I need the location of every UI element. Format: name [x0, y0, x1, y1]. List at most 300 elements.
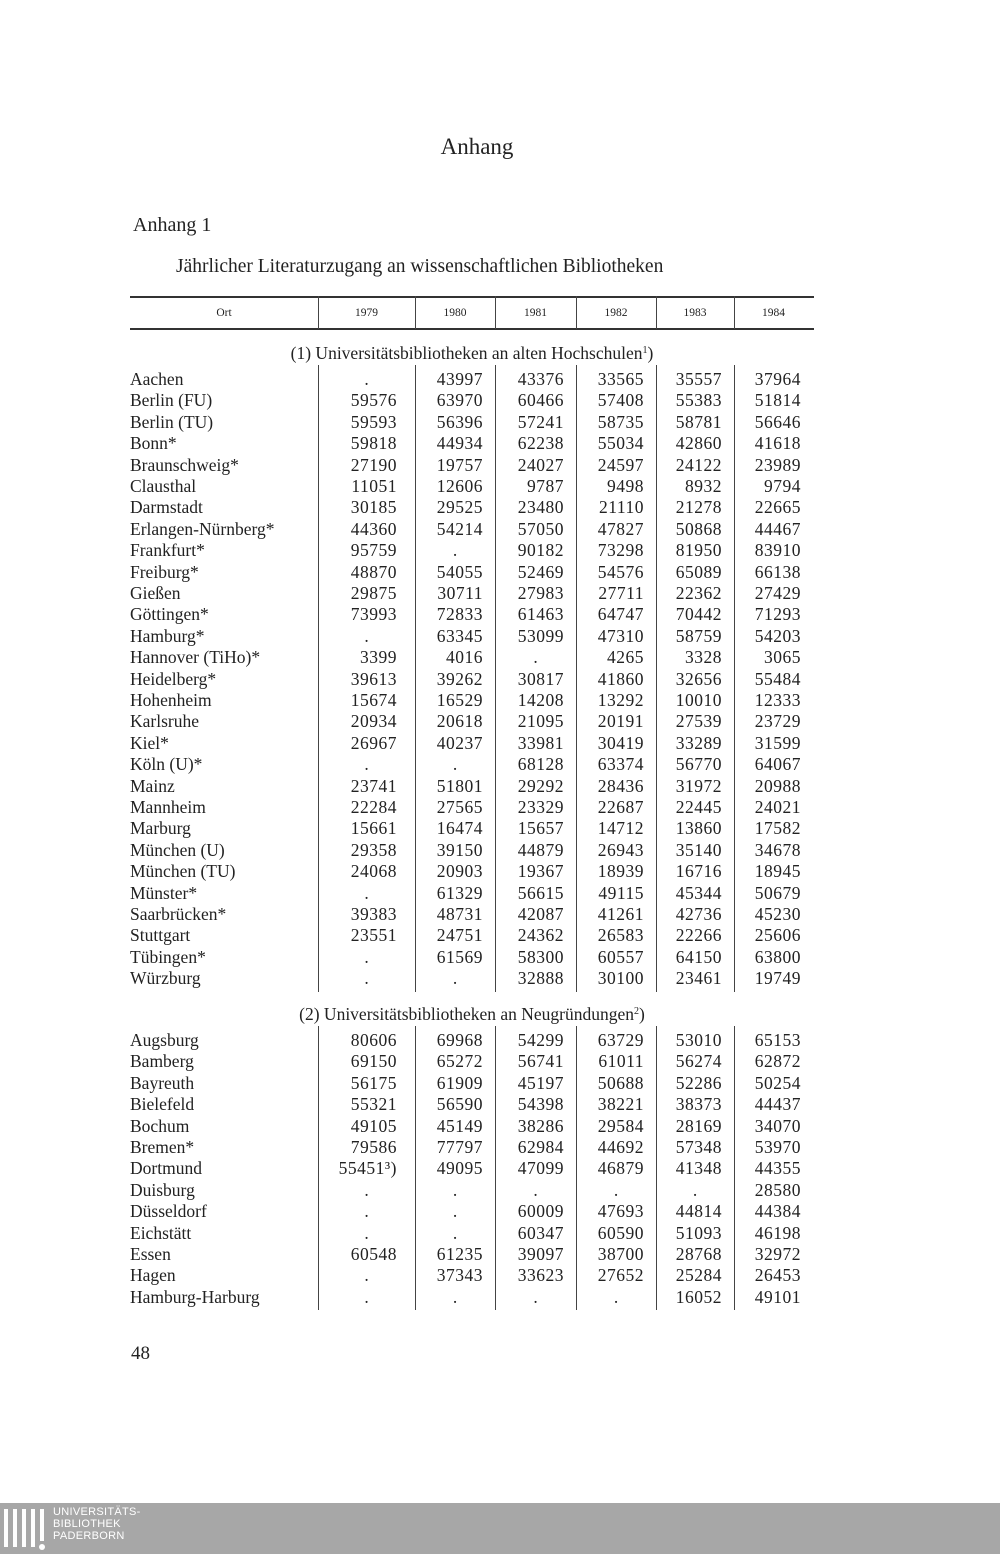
value-cell: 12606: [436, 476, 483, 496]
value-cell: 33565: [597, 369, 644, 389]
value-cell: 15657: [517, 818, 564, 839]
value-cell: 8932: [685, 476, 722, 496]
location-name: Karlsruhe: [130, 711, 200, 732]
value-cell: 73298: [597, 540, 644, 561]
table-row: [130, 1201, 814, 1222]
section-heading: [130, 343, 814, 364]
no-data-cell: .: [364, 882, 369, 903]
location-name: München (U): [130, 839, 225, 860]
location-name: Darmstadt: [130, 497, 203, 518]
value-cell: 21278: [675, 497, 722, 518]
table-row: [130, 797, 814, 818]
value-cell: 4265: [607, 647, 644, 668]
value-cell: 54398: [517, 1094, 564, 1115]
value-cell: 26453: [754, 1265, 801, 1286]
location-name: Hagen: [130, 1265, 176, 1286]
location-name: Köln (U)*: [130, 754, 203, 775]
value-cell: 44437: [754, 1094, 801, 1115]
location-name: München (TU): [130, 861, 236, 882]
value-cell: 77797: [436, 1137, 483, 1157]
section-heading: [130, 1004, 814, 1025]
value-cell: 16474: [436, 818, 483, 839]
location-name: Bremen*: [130, 1137, 195, 1157]
column-divider: [576, 296, 577, 329]
table-row: [130, 968, 814, 989]
column-header: 1980: [443, 307, 467, 319]
logo-line: PADERBORN: [53, 1530, 125, 1542]
no-data-cell: .: [452, 1179, 458, 1200]
value-cell: 43376: [517, 369, 564, 389]
value-cell: 9498: [607, 476, 644, 496]
table-row: [130, 861, 814, 882]
value-cell: 19749: [754, 968, 801, 989]
value-cell: 56590: [436, 1094, 483, 1115]
value-cell: 62872: [754, 1051, 801, 1072]
table-row: [130, 604, 814, 625]
value-cell: 24597: [597, 454, 644, 475]
value-cell: 18939: [597, 861, 644, 882]
value-cell: 37343: [436, 1265, 483, 1286]
value-cell: 24122: [675, 454, 722, 475]
value-cell: 23551: [350, 925, 397, 946]
value-cell: 27429: [754, 583, 801, 603]
table-row: [130, 925, 814, 946]
no-data-cell: .: [613, 1179, 619, 1200]
value-cell: 20988: [754, 775, 801, 796]
value-cell: 47693: [597, 1201, 644, 1222]
value-cell: 23741: [350, 775, 397, 796]
value-cell: 64747: [597, 604, 644, 625]
value-cell: 20618: [436, 711, 483, 732]
table-row: [130, 455, 814, 476]
value-cell: 39097: [517, 1244, 564, 1264]
value-cell: 22445: [675, 797, 722, 817]
no-data-cell: .: [452, 540, 458, 561]
location-name: Eichstätt: [130, 1222, 192, 1243]
value-cell: 23729: [754, 711, 801, 732]
footnote-paren: ): [639, 1004, 645, 1024]
table-row: [130, 519, 814, 540]
value-cell: 39383: [350, 904, 397, 924]
value-cell: 22687: [597, 797, 644, 817]
value-cell: 56175: [350, 1072, 397, 1093]
value-cell: 33623: [517, 1265, 564, 1286]
table-row: [130, 1223, 814, 1244]
no-data-cell: .: [364, 1201, 369, 1222]
value-cell: 14712: [597, 818, 644, 839]
value-cell: 68128: [517, 754, 564, 775]
value-cell: 60548: [350, 1244, 397, 1264]
value-cell: 23989: [754, 454, 801, 475]
value-cell: 24068: [350, 861, 397, 882]
value-cell: 55383: [675, 390, 722, 411]
section-title: (2) Universitätsbibliotheken an Neugründungen: [299, 1004, 635, 1024]
value-cell: 79586: [350, 1137, 397, 1157]
value-cell: 39150: [436, 839, 483, 860]
footnote-marker: 1: [642, 345, 648, 356]
value-cell: 64067: [754, 754, 801, 775]
value-cell: 44355: [754, 1158, 801, 1179]
value-cell: 27539: [675, 711, 722, 732]
library-logo-icon: [4, 1505, 48, 1553]
location-name: Essen: [130, 1244, 171, 1264]
value-cell: 44360: [350, 518, 397, 539]
value-cell: 49101: [754, 1286, 801, 1307]
value-cell: 49095: [436, 1158, 483, 1179]
location-name: Stuttgart: [130, 925, 191, 946]
value-cell: 44934: [436, 433, 483, 454]
no-data-cell: .: [364, 946, 369, 967]
location-name: Augsburg: [130, 1030, 199, 1050]
value-cell: 38286: [517, 1115, 564, 1136]
table-row: [130, 669, 814, 690]
value-cell: 25284: [675, 1265, 722, 1286]
value-cell: 27983: [517, 583, 564, 603]
value-cell: 49115: [598, 882, 644, 903]
table-row: [130, 1137, 814, 1158]
table-row: [130, 818, 814, 839]
value-cell: 27711: [598, 583, 644, 603]
table-row: [130, 1158, 814, 1179]
value-cell: 53970: [754, 1137, 801, 1157]
value-cell: 17582: [754, 818, 801, 839]
value-cell: 69968: [436, 1030, 483, 1050]
value-cell: 40237: [436, 732, 483, 753]
value-cell: 30711: [437, 583, 483, 603]
value-cell: 30100: [597, 968, 644, 989]
no-data-cell: .: [613, 1286, 619, 1307]
value-cell: 44384: [754, 1201, 801, 1222]
value-cell: 73993: [350, 604, 397, 625]
table-row: [130, 754, 814, 775]
value-cell: 55484: [754, 668, 801, 689]
value-cell: 53099: [517, 625, 564, 646]
value-cell: 28768: [675, 1244, 722, 1264]
library-logo-text: [53, 1506, 141, 1542]
value-cell: 52469: [517, 561, 564, 582]
location-name: Bochum: [130, 1115, 190, 1136]
table-row: [130, 711, 814, 732]
value-cell: 90182: [517, 540, 564, 561]
value-cell: 33981: [517, 732, 564, 753]
table-title: Jährlicher Literaturzugang an wissenschaftlichen Bibliotheken: [176, 256, 664, 277]
value-cell: 57408: [597, 390, 644, 411]
value-cell: 15661: [350, 818, 397, 839]
location-name: Gießen: [130, 583, 181, 603]
table-row: [130, 776, 814, 797]
location-name: Hohenheim: [130, 690, 212, 710]
value-cell: 50688: [597, 1072, 644, 1093]
column-header: 1983: [683, 307, 707, 319]
location-name: Mannheim: [130, 797, 206, 817]
value-cell: 27565: [436, 797, 483, 817]
table-row: [130, 369, 814, 390]
column-header: 1984: [762, 307, 785, 319]
value-cell: 56274: [675, 1051, 722, 1072]
location-name: Clausthal: [130, 476, 197, 496]
value-cell: 27652: [597, 1265, 644, 1286]
value-cell: 20191: [597, 711, 644, 732]
value-cell: 34070: [754, 1115, 801, 1136]
column-divider: [318, 296, 319, 329]
value-cell: 56770: [675, 754, 722, 775]
value-cell: 14208: [517, 690, 564, 710]
location-name: Hamburg-Harburg: [130, 1286, 260, 1307]
no-data-cell: .: [692, 1179, 698, 1200]
value-cell: 60557: [597, 946, 644, 967]
value-cell: 53010: [675, 1030, 722, 1050]
value-cell: 44814: [675, 1201, 722, 1222]
location-name: Marburg: [130, 818, 191, 839]
location-name: Berlin (TU): [130, 411, 214, 432]
table-row: [130, 540, 814, 561]
value-cell: 22362: [675, 583, 722, 603]
value-cell: 65153: [754, 1030, 801, 1050]
location-name: Bielefeld: [130, 1094, 195, 1115]
value-cell: 9794: [764, 476, 801, 496]
value-cell: 45230: [754, 904, 801, 924]
no-data-cell: .: [364, 1179, 369, 1200]
value-cell: 16052: [675, 1286, 722, 1307]
value-cell: 18945: [754, 861, 801, 882]
value-cell: 61909: [436, 1072, 483, 1093]
value-cell: 24027: [517, 454, 564, 475]
value-cell: 32972: [754, 1244, 801, 1264]
value-cell: 29525: [436, 497, 483, 518]
value-cell: 34678: [754, 839, 801, 860]
value-cell: 30185: [350, 497, 397, 518]
value-cell: 71293: [754, 604, 801, 625]
value-cell: 23480: [517, 497, 564, 518]
value-cell: 56396: [436, 411, 483, 432]
no-data-cell: .: [364, 754, 369, 775]
value-cell: 25606: [754, 925, 801, 946]
location-name: Freiburg*: [130, 561, 199, 582]
value-cell: 55451³): [338, 1158, 397, 1179]
no-data-cell: .: [452, 1286, 458, 1307]
value-cell: 13292: [597, 690, 644, 710]
table-row: [130, 562, 814, 583]
no-data-cell: .: [533, 647, 538, 668]
value-cell: 32656: [675, 668, 722, 689]
value-cell: 51801: [436, 775, 483, 796]
value-cell: 20934: [350, 711, 397, 732]
value-cell: 26943: [597, 839, 644, 860]
value-cell: 39613: [350, 668, 397, 689]
value-cell: 54203: [754, 625, 801, 646]
value-cell: 81950: [675, 540, 722, 561]
value-cell: 4016: [446, 647, 483, 668]
no-data-cell: .: [364, 369, 369, 389]
value-cell: 80606: [350, 1030, 397, 1050]
location-name: Mainz: [130, 775, 175, 796]
value-cell: 9787: [527, 476, 564, 496]
location-name: Kiel*: [130, 732, 169, 753]
value-cell: 52286: [675, 1072, 722, 1093]
table-row: [130, 947, 814, 968]
table-row: [130, 412, 814, 433]
value-cell: 57050: [517, 518, 564, 539]
value-cell: 37964: [754, 369, 801, 389]
location-name: Duisburg: [130, 1179, 195, 1200]
value-cell: 22266: [675, 925, 722, 946]
value-cell: 83910: [754, 540, 801, 561]
value-cell: 3065: [764, 647, 801, 668]
value-cell: 45149: [436, 1115, 483, 1136]
location-name: Göttingen*: [130, 604, 209, 625]
value-cell: 60009: [517, 1201, 564, 1222]
table-row: [130, 904, 814, 925]
value-cell: 55321: [350, 1094, 397, 1115]
no-data-cell: .: [452, 754, 458, 775]
value-cell: 57241: [517, 411, 564, 432]
value-cell: 3399: [360, 647, 397, 668]
value-cell: 19757: [436, 454, 483, 475]
table-row: [130, 1073, 814, 1094]
value-cell: 58759: [675, 625, 722, 646]
location-name: Bayreuth: [130, 1072, 195, 1093]
value-cell: 54576: [597, 561, 644, 582]
value-cell: 46879: [597, 1158, 644, 1179]
column-divider: [734, 296, 735, 329]
value-cell: 11051: [351, 476, 397, 496]
value-cell: 42860: [675, 433, 722, 454]
location-name: Heidelberg*: [130, 668, 217, 689]
value-cell: 56646: [754, 411, 801, 432]
value-cell: 3328: [685, 647, 722, 668]
section-title: (1) Universitätsbibliotheken an alten Hochschulen: [290, 343, 643, 363]
table-row: [130, 883, 814, 904]
location-name: Würzburg: [130, 968, 201, 989]
value-cell: 58300: [517, 946, 564, 967]
value-cell: 22665: [754, 497, 801, 518]
column-divider: [656, 296, 657, 329]
value-cell: 65089: [675, 561, 722, 582]
table-row: [130, 1265, 814, 1286]
value-cell: 20903: [436, 861, 483, 882]
value-cell: 57348: [675, 1137, 722, 1157]
value-cell: 27190: [350, 454, 397, 475]
location-name: Bamberg: [130, 1051, 194, 1072]
value-cell: 65272: [436, 1051, 483, 1072]
location-name: Braunschweig*: [130, 454, 239, 475]
value-cell: 44692: [597, 1137, 644, 1157]
value-cell: 47310: [597, 625, 644, 646]
value-cell: 54299: [517, 1030, 564, 1050]
value-cell: 70442: [675, 604, 722, 625]
logo-line: BIBLIOTHEK: [53, 1518, 121, 1530]
page-number: 48: [131, 1343, 150, 1364]
value-cell: 42736: [675, 904, 722, 924]
value-cell: 45344: [675, 882, 722, 903]
footnote-paren: ): [647, 343, 654, 363]
value-cell: 44467: [754, 518, 801, 539]
value-cell: 31972: [675, 775, 722, 796]
value-cell: 66138: [754, 561, 801, 582]
table-row: [130, 1180, 814, 1201]
value-cell: 43997: [436, 369, 483, 389]
value-cell: 61463: [517, 604, 564, 625]
no-data-cell: .: [364, 1286, 369, 1307]
value-cell: 55034: [597, 433, 644, 454]
value-cell: 59576: [350, 390, 397, 411]
value-cell: 56615: [517, 882, 564, 903]
location-name: Münster*: [130, 882, 198, 903]
value-cell: 51093: [675, 1222, 722, 1243]
column-header: 1979: [355, 307, 378, 319]
location-name: Düsseldorf: [130, 1201, 207, 1222]
table-row: [130, 733, 814, 754]
page-heading: Anhang: [440, 134, 514, 159]
value-cell: 63729: [597, 1030, 644, 1050]
value-cell: 41618: [754, 433, 801, 454]
value-cell: 19367: [517, 861, 564, 882]
table-row: [130, 583, 814, 604]
value-cell: 62984: [517, 1137, 564, 1157]
value-cell: 41860: [597, 668, 644, 689]
value-cell: 30817: [517, 668, 564, 689]
value-cell: 48870: [350, 561, 397, 582]
value-cell: 35557: [675, 369, 722, 389]
value-cell: 32888: [517, 968, 564, 989]
value-cell: 56741: [517, 1051, 564, 1072]
value-cell: 63800: [754, 946, 801, 967]
value-cell: 46198: [754, 1222, 801, 1243]
value-cell: 16529: [436, 690, 483, 710]
value-cell: 39262: [436, 668, 483, 689]
table-row: [130, 626, 814, 647]
table-row: [130, 476, 814, 497]
appendix-label: Anhang 1: [133, 214, 212, 236]
no-data-cell: .: [452, 1222, 458, 1243]
library-footer: [0, 1503, 1000, 1554]
value-cell: 29292: [517, 775, 564, 796]
value-cell: 21095: [517, 711, 564, 732]
no-data-cell: .: [364, 1265, 369, 1286]
table-row: [130, 1244, 814, 1265]
no-data-cell: .: [533, 1286, 538, 1307]
location-name: Bonn*: [130, 433, 177, 454]
value-cell: 59818: [350, 433, 397, 454]
value-cell: 60466: [517, 390, 564, 411]
value-cell: 41261: [597, 904, 644, 924]
value-cell: 24021: [754, 797, 801, 817]
value-cell: 38700: [597, 1244, 644, 1264]
table-row: [130, 690, 814, 711]
value-cell: 50254: [754, 1072, 801, 1093]
value-cell: 48731: [436, 904, 483, 924]
value-cell: 60347: [517, 1222, 564, 1243]
value-cell: 29875: [350, 583, 397, 603]
table-row: [130, 1094, 814, 1115]
value-cell: 69150: [350, 1051, 397, 1072]
value-cell: 61329: [436, 882, 483, 903]
value-cell: 23461: [675, 968, 722, 989]
value-cell: 10010: [675, 690, 722, 710]
value-cell: 54214: [436, 518, 483, 539]
value-cell: 26583: [597, 925, 644, 946]
value-cell: 31599: [754, 732, 801, 753]
value-cell: 47827: [597, 518, 644, 539]
value-cell: 54055: [436, 561, 483, 582]
location-name: Aachen: [130, 369, 184, 389]
value-cell: 58735: [597, 411, 644, 432]
table-row: [130, 840, 814, 861]
value-cell: 16716: [675, 861, 722, 882]
value-cell: 28580: [754, 1179, 801, 1200]
value-cell: 42087: [517, 904, 564, 924]
value-cell: 47099: [517, 1158, 564, 1179]
